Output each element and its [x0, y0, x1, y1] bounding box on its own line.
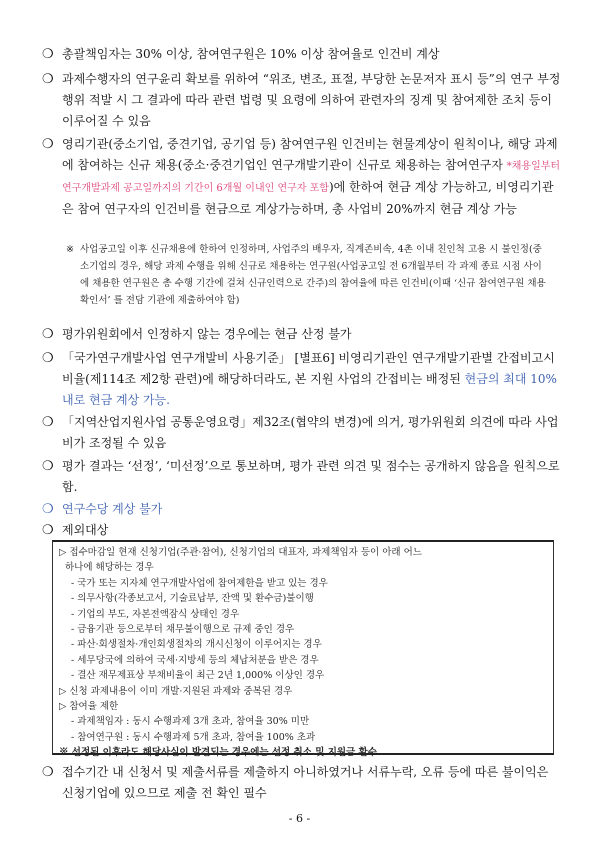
bullet-icon: ❍ — [42, 137, 54, 152]
highlight-blue-text: 현금의 최대 10% 내로 현금 계상 가능. — [62, 372, 557, 407]
bullet-icon: ❍ — [42, 459, 54, 474]
item-text: 총괄책임자는 30% 이상, 참여연구원은 10% 이상 참여율로 인건비 계상 — [62, 47, 440, 61]
item-research-allowance — [42, 499, 562, 520]
item-evaluation-cash — [42, 324, 562, 345]
item-text: 「지역산업지원사업 공통운영요령」제32조(협약의 변경)에 의거, 평가위원회 의견에 따라 사업비가 조정될 수 있음 — [62, 415, 559, 450]
bullet-icon: ❍ — [42, 327, 54, 342]
item-text: )에 한하여 현금 계상 가능하고, 비영리기관은 참여 연구자의 인건비를 현금으로 계상가능하며, 총 사업비 20%까지 현금 계상 가능 — [62, 180, 554, 216]
item-research-ethics — [42, 69, 562, 132]
item-text: 평가위원회에서 인정하지 않는 경우에는 현금 산정 불가 — [62, 327, 352, 341]
item-submission-check — [42, 762, 562, 804]
box-line: - 결산 재무제표상 부채비율이 최근 2년 1,000% 이상인 경우 — [71, 670, 325, 682]
bullet-icon: ❍ — [42, 47, 54, 62]
item-for-profit-personnel — [42, 134, 562, 220]
bullet-icon: ❍ — [42, 351, 54, 366]
page-number: - 6 - — [288, 812, 311, 825]
box-line: - 국가 또는 지자체 연구개발사업에 참여제한을 받고 있는 경우 — [71, 577, 328, 589]
bullet-icon: ❍ — [42, 502, 54, 517]
box-line: - 참여연구원 : 동시 수행과제 5개 초과, 참여율 100% 초과 — [71, 731, 316, 743]
note-text: 사업공고일 이후 신규채용에 한하여 인정하며, 사업주의 배우자, 직계존비속, 4촌 이내 친인척 고용 시 불인정(중소기업의 경우, 해당 과제 수행을 위해 신규로 채용하는 연구원(사업공고일 전 6개월부터 각 과제 종료 시점 사이에 채용한 연구원은 총 수행 기간에 걸쳐 신규인력으로 간주)의 참여율에 따른 인건비(이때 ‘신규 참여연구원 채용 확인서’ 를 전담 기관에 제출하여야 함) — [80, 244, 546, 306]
box-line: ▷ 참여율 제한 — [59, 701, 119, 713]
box-line: ▷ 신청 과제내용이 이미 개발·지원된 과제와 중복된 경우 — [59, 685, 293, 697]
box-line: - 기업의 부도, 자본전액잠식 상태인 경우 — [71, 608, 240, 620]
item-text: 평가 결과는 ‘선정’, ‘미선정’으로 통보하며, 평가 관련 의견 및 점수는 공개하지 않음을 원칙으로함. — [62, 459, 560, 494]
item-text: 영리기관(중소기업, 중견기업, 공기업 등) 참여연구원 인건비는 현물계상이 원칙이나, 해당 과제에 참여하는 신규 채용(중소·중견기업인 연구개발기관이 신규로 채용하는 참여연구자 — [62, 137, 558, 172]
bullet-icon: ❍ — [42, 765, 54, 780]
note-mark-icon: ※ — [66, 244, 74, 255]
note-new-hire — [66, 241, 548, 309]
bullet-icon: ❍ — [42, 523, 54, 538]
box-line-warning: ※ 선정된 이후라도 해당사실이 발견되는 경우에는 선정 취소 및 지원금 환수 — [59, 747, 377, 759]
item-text: 과제수행자의 연구윤리 확보를 위하여 “위조, 변조, 표절, 부당한 논문저자 표시 등”의 연구 부정행위 적발 시 그 결과에 따라 관련 법령 및 요령에 의하여 관련자의 징계 및 참여제한 조치 등이 이루어질 수 있음 — [62, 72, 561, 128]
bullet-icon: ❍ — [42, 415, 54, 430]
box-line: ▷ 접수마감일 현재 신청기업(주관·참여), 신청기업의 대표자, 과제책임자 등이 아래 어느 — [59, 547, 422, 558]
bullet-icon: ❍ — [42, 72, 54, 87]
box-line: - 파산·회생절차·개인회생절차의 개시신청이 이루어지는 경우 — [71, 639, 322, 651]
box-line: - 의무사항(각종보고서, 기술료납부, 잔액 및 환수금)불이행 — [71, 593, 314, 605]
item-personnel-ratio — [42, 44, 562, 65]
exclusion-box — [52, 540, 554, 759]
item-text: 제외대상 — [62, 523, 109, 537]
box-line: 하나에 해당하는 경우 — [65, 562, 154, 574]
box-line: - 과제책임자 : 동시 수행과제 3개 초과, 참여율 30% 미만 — [71, 716, 310, 728]
item-text: 연구수당 계상 불가 — [62, 502, 163, 516]
box-line: - 금융기관 등으로부터 채무불이행으로 규제 중인 경우 — [71, 624, 295, 636]
highlight-pink-text: *채용일부터 연구개발과제 공고일까지의 기간이 6개월 이내인 연구자 포함 — [62, 161, 561, 194]
item-budget-adjust — [42, 412, 562, 454]
item-evaluation-result — [42, 456, 562, 498]
item-text: 접수기간 내 신청서 및 제출서류를 제출하지 아니하였거나 서류누락, 오류 등에 따른 불이익은 신청기업에 있으므로 제출 전 확인 필수 — [62, 765, 549, 800]
box-line: - 세무당국에 의하여 국세·지방세 등의 체납처분을 받은 경우 — [71, 654, 319, 666]
item-text: 「국가연구개발사업 연구개발비 사용기준」 [별표6] 비영리기관인 연구개발기관별 간접비고시비율(제114조 제2항 관련)에 해당하더라도, 본 지원 사업의 간접비는 배정된 — [62, 351, 555, 386]
item-exclusion-title — [42, 520, 562, 541]
item-indirect-cost — [42, 348, 562, 411]
